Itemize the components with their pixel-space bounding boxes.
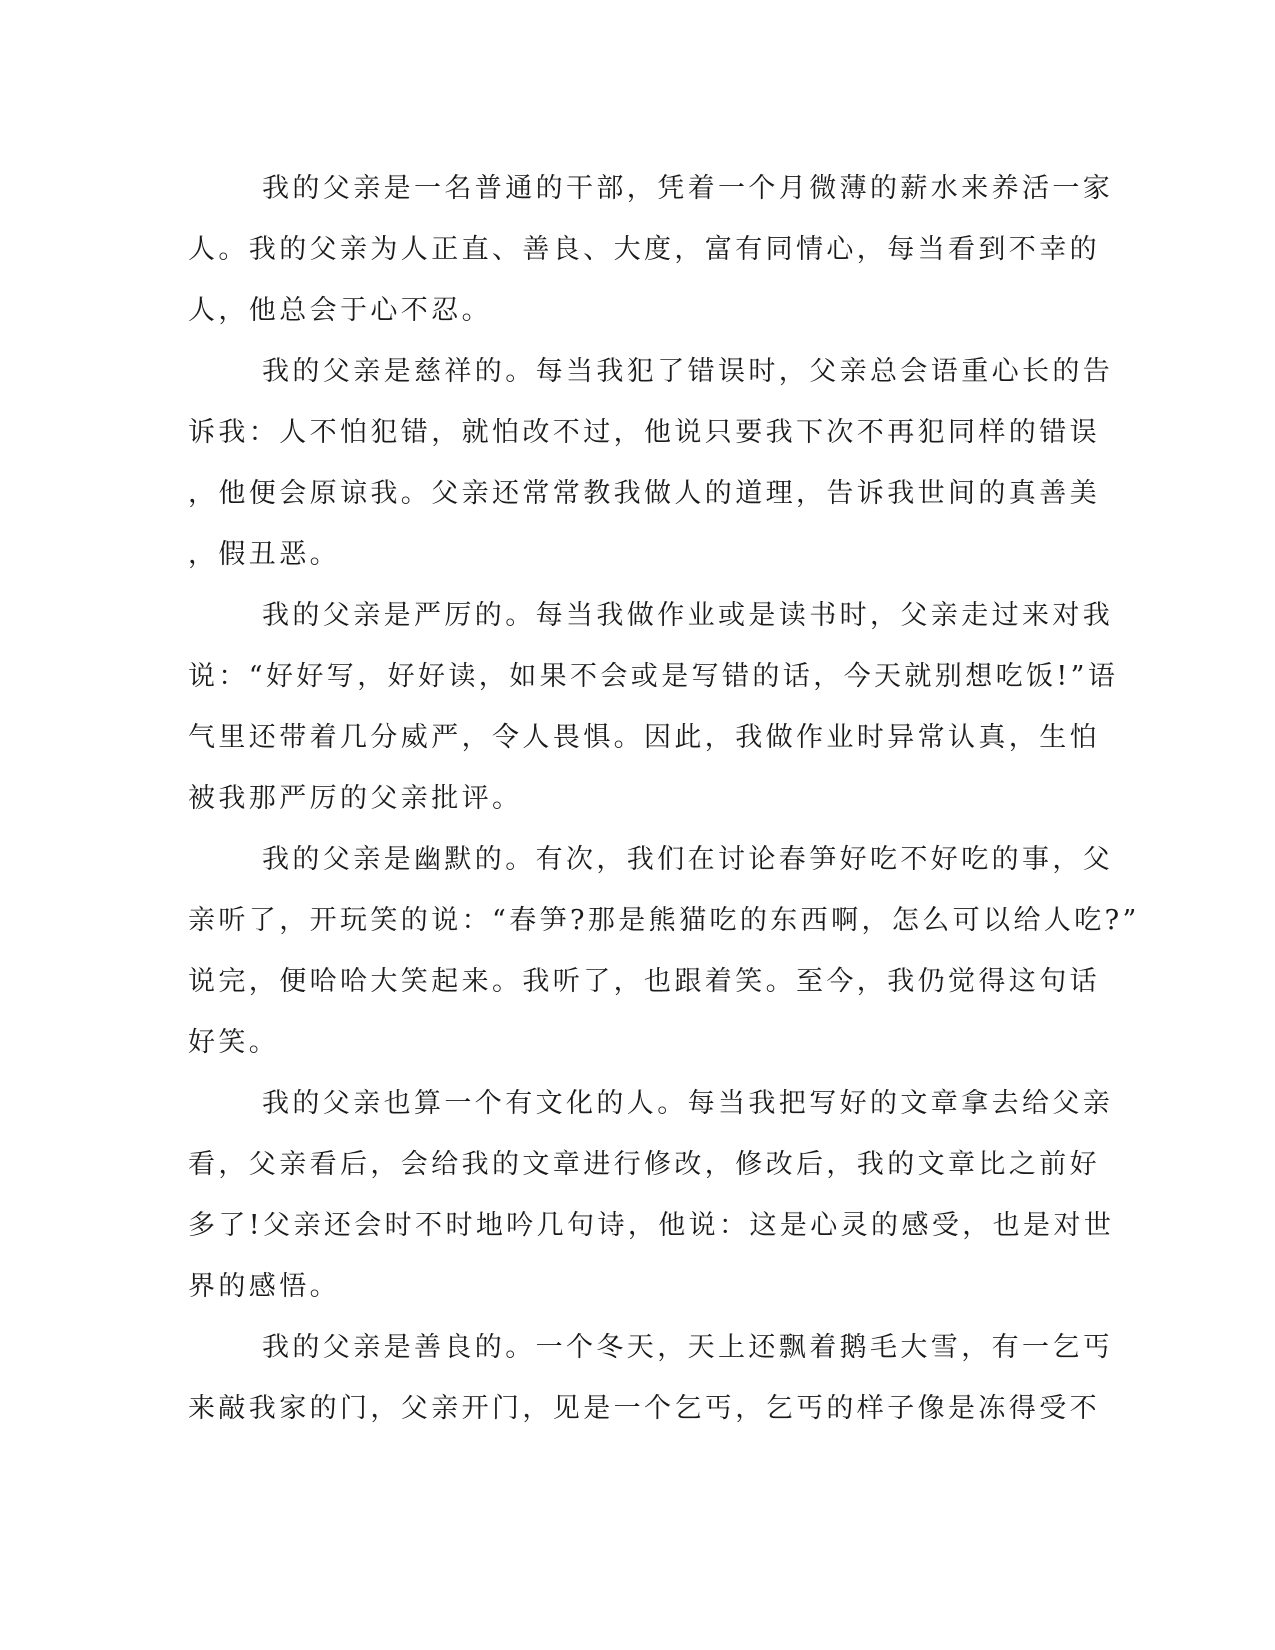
paragraph — [188, 158, 1114, 341]
paragraph — [188, 585, 1119, 829]
paragraph — [188, 1073, 1115, 1317]
text-line: 多了!父亲还会时不时地吟几句诗，他说：这是心灵的感受，也是对世 — [188, 1210, 1115, 1241]
text-line: 我的父亲是幽默的。有次，我们在讨论春笋好吃不好吃的事，父 — [262, 844, 1114, 875]
text-line: 我的父亲是善良的。一个冬天，天上还飘着鹅毛大雪，有一乞丐 — [262, 1332, 1114, 1363]
document-body — [188, 158, 1140, 1439]
text-line: 人。我的父亲为人正直、善良、大度，富有同情心，每当看到不幸的 — [188, 234, 1100, 265]
text-line: 我的父亲是慈祥的。每当我犯了错误时，父亲总会语重心长的告 — [262, 356, 1114, 387]
text-line: 说：“好好写，好好读，如果不会或是写错的话，今天就别想吃饭!”语 — [188, 661, 1119, 692]
text-line: 我的父亲是严厉的。每当我做作业或是读书时，父亲走过来对我 — [262, 600, 1114, 631]
text-line: 界的感悟。 — [188, 1271, 340, 1302]
text-line: 我的父亲也算一个有文化的人。每当我把写好的文章拿去给父亲 — [262, 1088, 1114, 1119]
text-line: 亲听了，开玩笑的说：“春笋?那是熊猫吃的东西啊，怎么可以给人吃?” — [188, 905, 1140, 936]
text-line: 看，父亲看后，会给我的文章进行修改，修改后，我的文章比之前好 — [188, 1149, 1100, 1180]
text-line: 说完，便哈哈大笑起来。我听了，也跟着笑。至今，我仍觉得这句话 — [188, 966, 1100, 997]
text-line: ，假丑恶。 — [188, 539, 340, 570]
text-line: 来敲我家的门，父亲开门，见是一个乞丐，乞丐的样子像是冻得受不 — [188, 1393, 1100, 1424]
text-line: 我的父亲是一名普通的干部，凭着一个月微薄的薪水来养活一家 — [262, 173, 1114, 204]
text-line: 气里还带着几分威严，令人畏惧。因此，我做作业时异常认真，生怕 — [188, 722, 1100, 753]
paragraph — [188, 829, 1140, 1073]
paragraph — [188, 1317, 1114, 1439]
text-line: 诉我：人不怕犯错，就怕改不过，他说只要我下次不再犯同样的错误 — [188, 417, 1100, 448]
text-line: 好笑。 — [188, 1027, 280, 1058]
text-line: ，他便会原谅我。父亲还常常教我做人的道理，告诉我世间的真善美 — [188, 478, 1100, 509]
text-line: 被我那严厉的父亲批评。 — [188, 783, 523, 814]
paragraph — [188, 341, 1114, 585]
text-line: 人，他总会于心不忍。 — [188, 295, 492, 326]
